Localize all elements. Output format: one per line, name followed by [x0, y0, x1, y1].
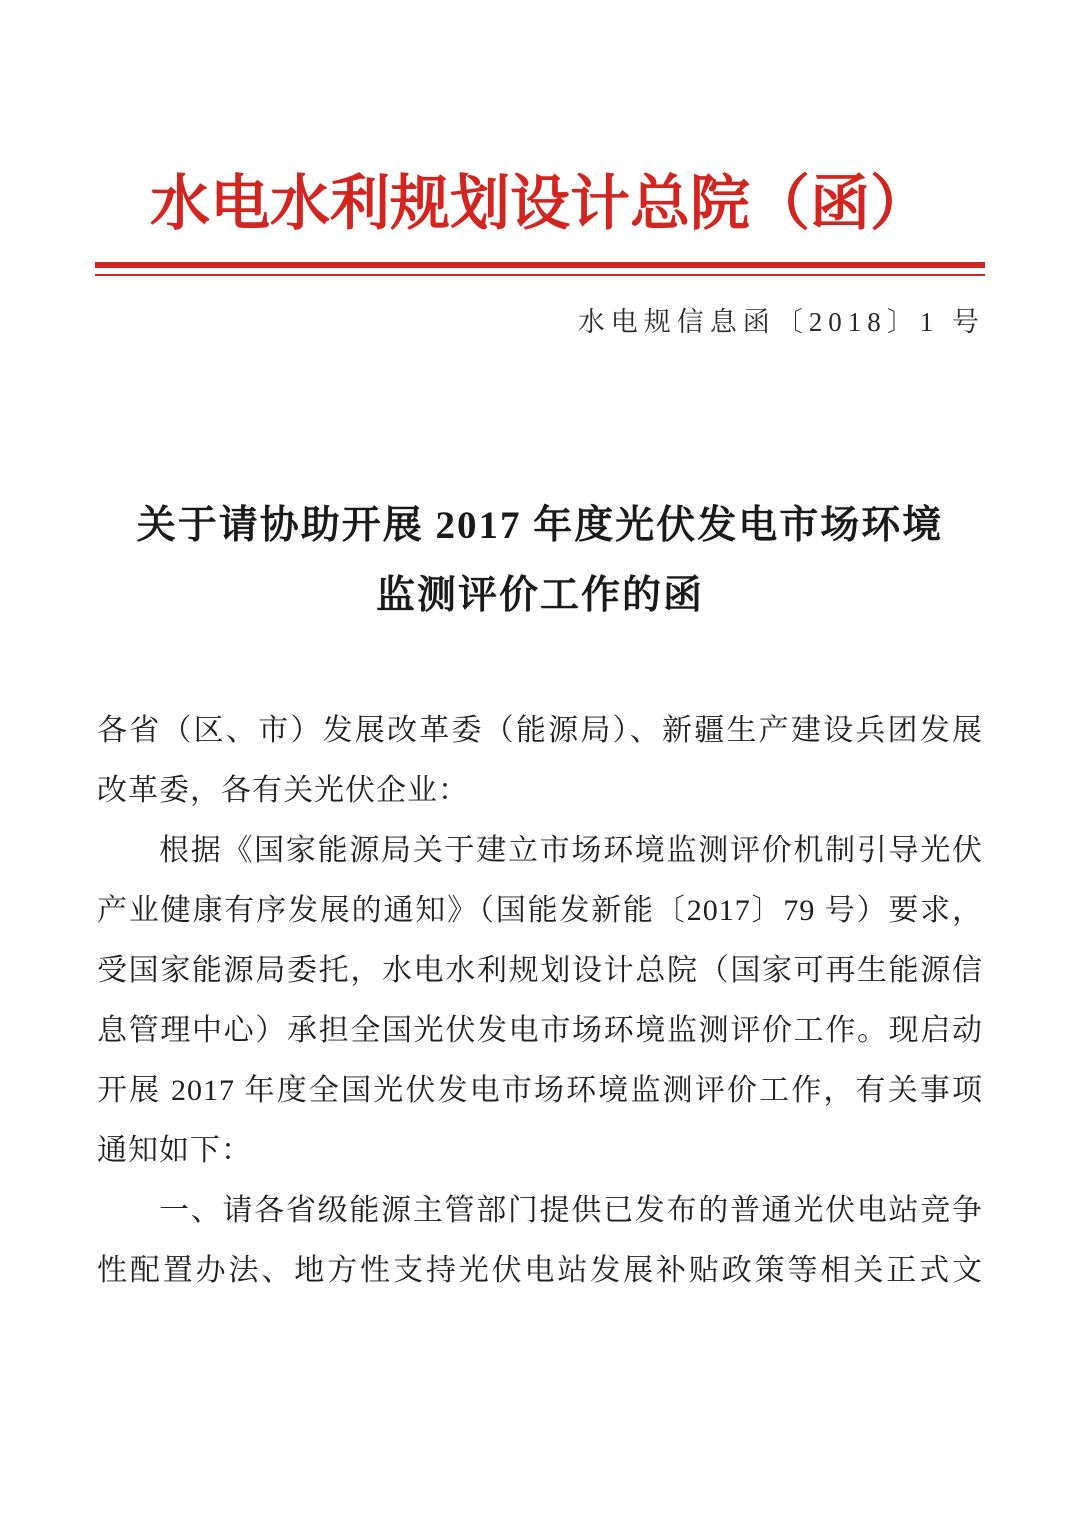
body-line: 一、请各省级能源主管部门提供已发布的普通光伏电站竞争 — [159, 1194, 983, 1227]
body-line: 息管理中心）承担全国光伏发电市场环境监测评价工作。现启动 — [97, 1014, 983, 1047]
document-title — [0, 491, 1080, 631]
document-title-line2: 监测评价工作的函 — [375, 574, 704, 617]
body-line: 产业健康有序发展的通知》（国能发新能〔2017〕79 号）要求， — [97, 894, 983, 927]
body-line: 改革委，各有关光伏企业： — [97, 774, 469, 807]
red-divider — [95, 262, 985, 276]
body-line: 通知如下： — [97, 1134, 252, 1167]
body-line: 开展 2017 年度全国光伏发电市场环境监测评价工作，有关事项 — [97, 1074, 983, 1107]
body-line: 性配置办法、地方性支持光伏电站发展补贴政策等相关正式文 — [97, 1254, 983, 1287]
document-number: 水电规信息函〔2018〕1 号 — [577, 307, 985, 337]
red-divider-thin-line — [95, 274, 985, 276]
letterhead-title: 水电水利规划设计总院（函） — [150, 170, 930, 237]
document-body — [97, 701, 983, 1301]
document-title-line1: 关于请协助开展 2017 年度光伏发电市场环境 — [136, 504, 944, 547]
body-line: 各省（区、市）发展改革委（能源局）、新疆生产建设兵团发展 — [97, 714, 983, 747]
body-line: 受国家能源局委托，水电水利规划设计总院（国家可再生能源信 — [97, 954, 983, 987]
red-divider-thick-line — [95, 262, 985, 268]
body-line: 根据《国家能源局关于建立市场环境监测评价机制引导光伏 — [159, 834, 983, 867]
